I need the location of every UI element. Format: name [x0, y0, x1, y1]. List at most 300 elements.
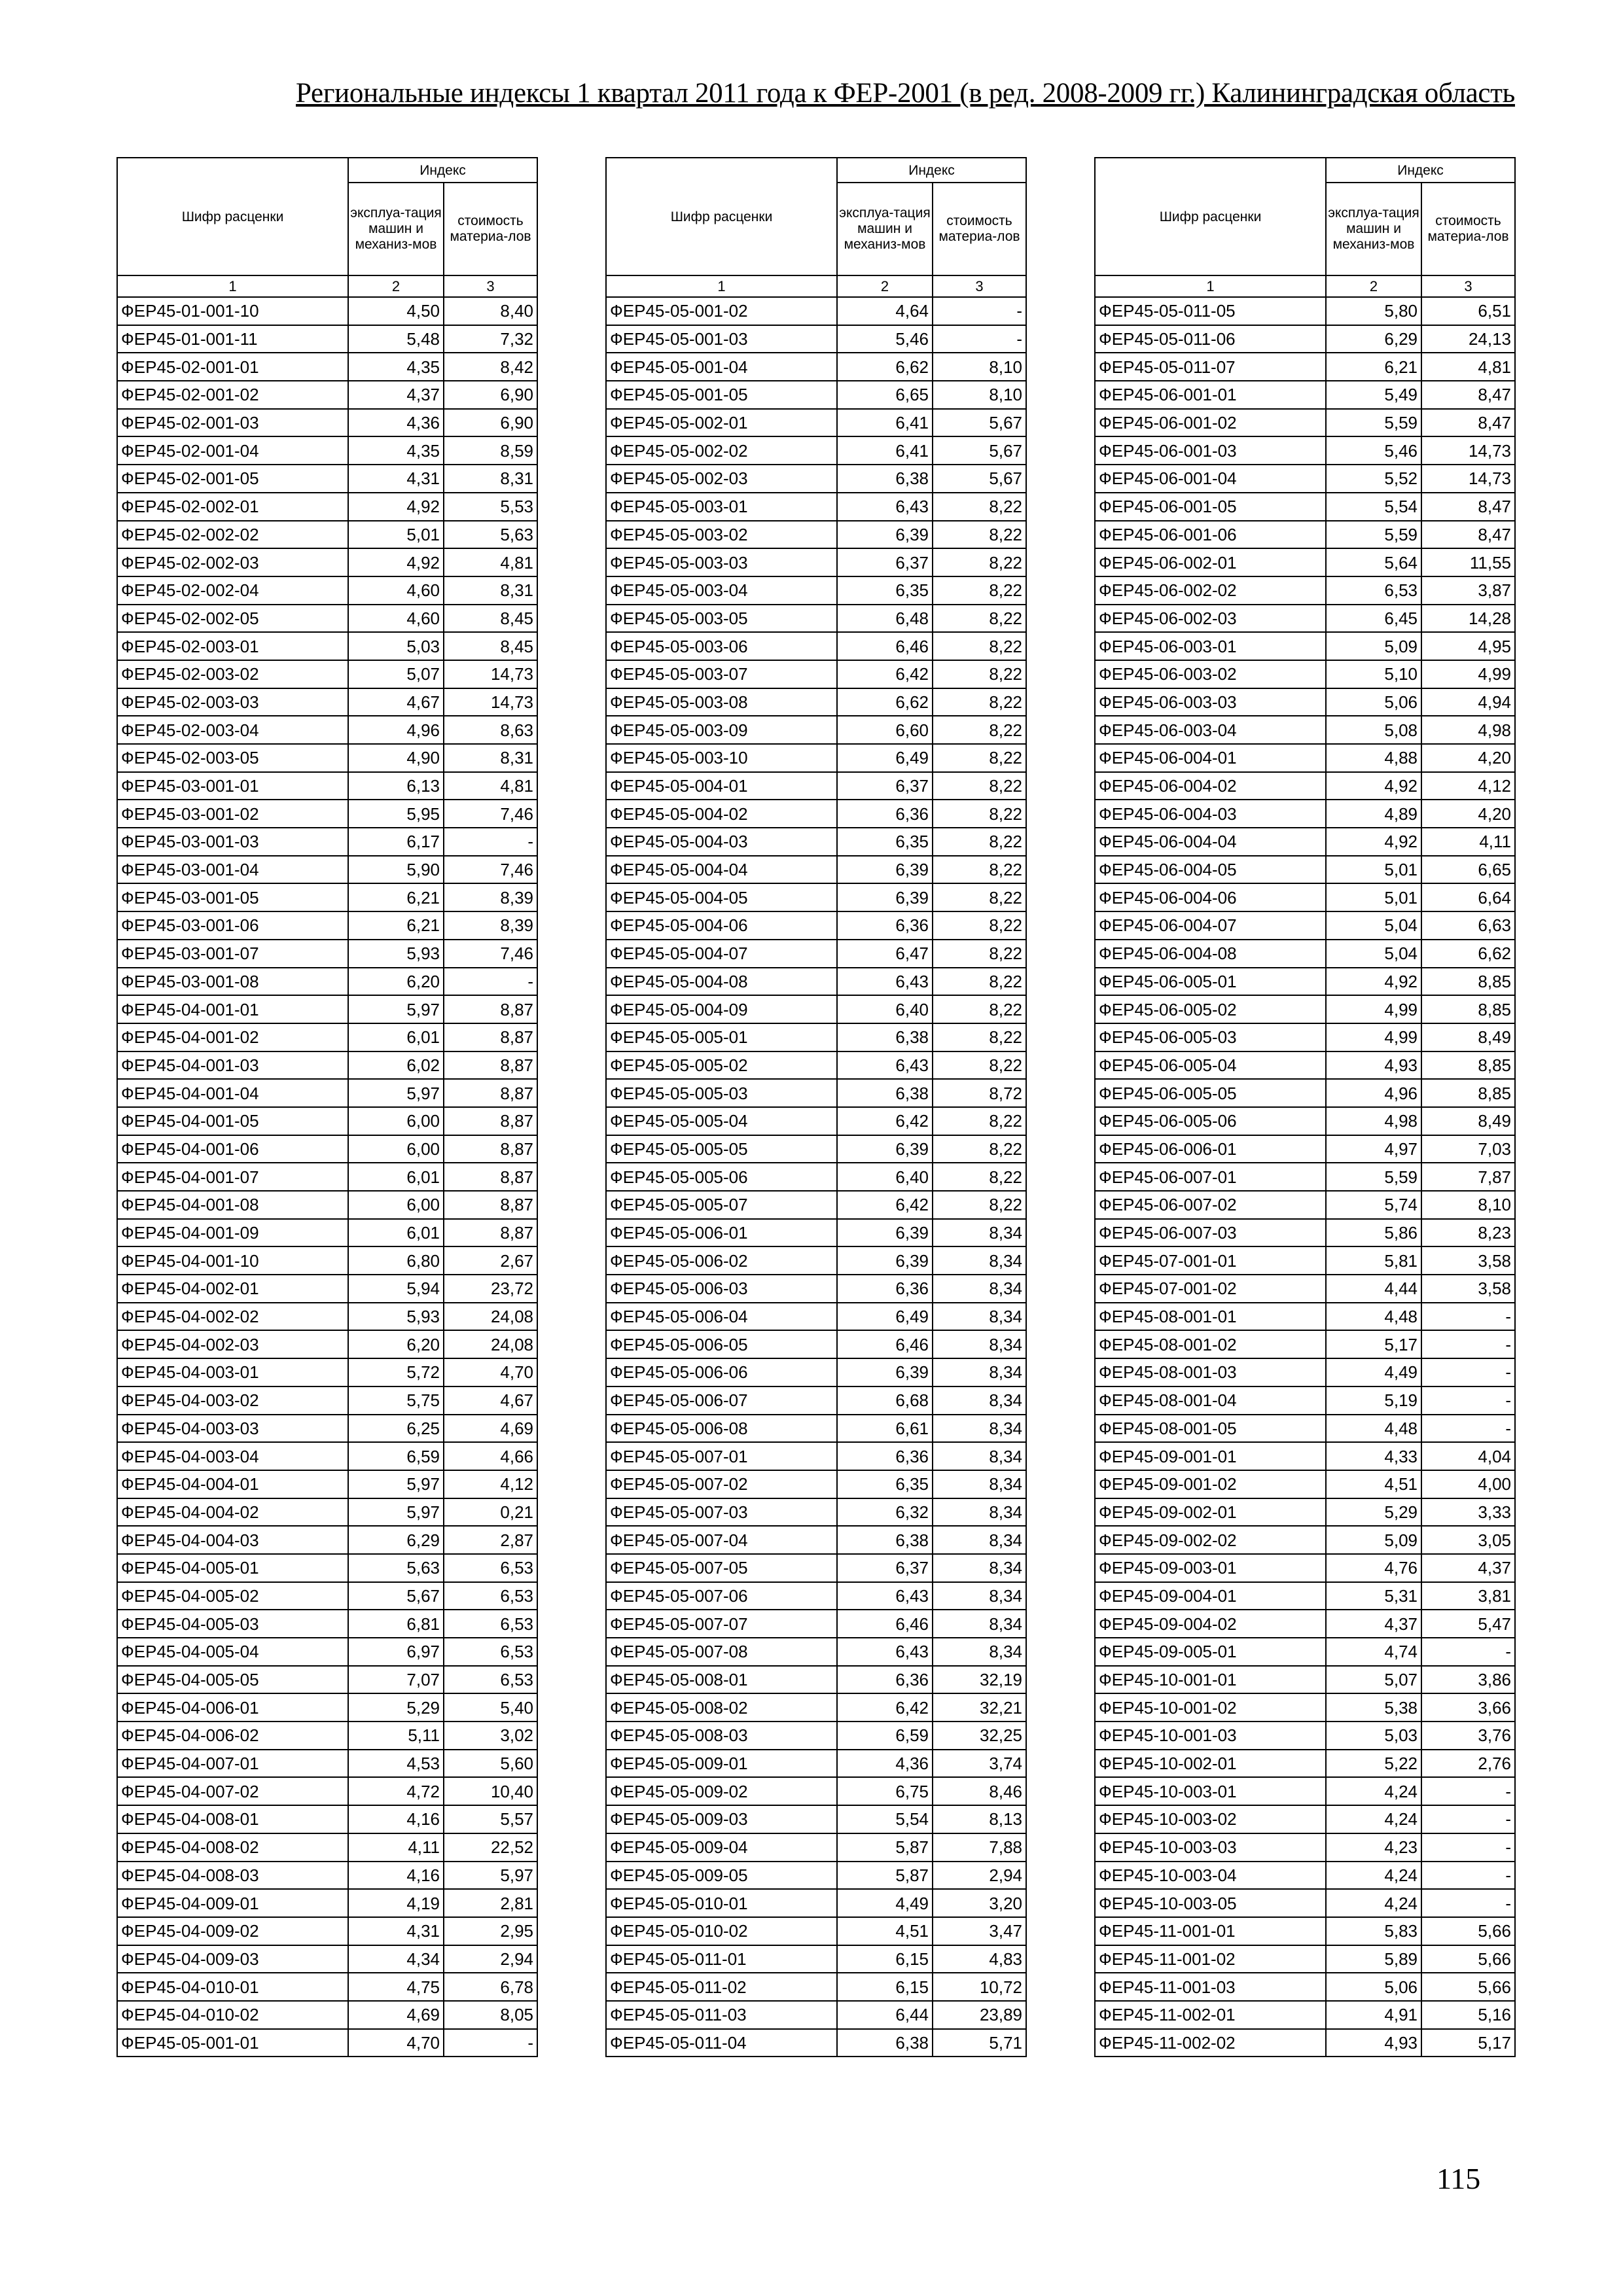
table-row — [606, 2001, 1026, 2029]
exploitation-index-cell: 5,81 — [1326, 1246, 1421, 1275]
rate-code-cell: ФЕР45-06-004-01 — [1095, 744, 1326, 772]
table-row — [1095, 1526, 1515, 1554]
materials-index-cell: 32,19 — [933, 1666, 1026, 1694]
materials-index-cell: 6,53 — [444, 1666, 537, 1694]
rate-code-cell: ФЕР45-03-001-02 — [117, 800, 348, 828]
table-row — [1095, 772, 1515, 800]
exploitation-index-cell: 6,59 — [348, 1442, 444, 1470]
rate-code-cell: ФЕР45-02-001-05 — [117, 465, 348, 493]
table-row — [606, 1219, 1026, 1247]
exploitation-index-cell: 6,49 — [837, 1303, 933, 1331]
materials-index-cell: 8,87 — [444, 1219, 537, 1247]
table-row — [606, 1945, 1026, 1973]
rate-code-cell: ФЕР45-04-010-01 — [117, 1973, 348, 2001]
table-row — [606, 1917, 1026, 1945]
exploitation-index-cell: 6,43 — [837, 968, 933, 996]
table-row — [606, 1023, 1026, 1051]
exploitation-index-cell: 6,46 — [837, 632, 933, 660]
exploitation-index-cell: 5,11 — [348, 1722, 444, 1750]
exploitation-index-cell: 6,47 — [837, 940, 933, 968]
rate-code-cell: ФЕР45-04-009-03 — [117, 1945, 348, 1973]
exploitation-index-cell: 4,35 — [348, 353, 444, 381]
rate-code-cell: ФЕР45-05-011-05 — [1095, 297, 1326, 325]
table-row — [1095, 1862, 1515, 1890]
exploitation-index-cell: 4,11 — [348, 1833, 444, 1862]
table-row — [1095, 1722, 1515, 1750]
rate-code-cell: ФЕР45-01-001-10 — [117, 297, 348, 325]
materials-index-cell: 8,13 — [933, 1805, 1026, 1833]
exploitation-index-cell: 4,51 — [837, 1917, 933, 1945]
rate-code-cell: ФЕР45-02-002-04 — [117, 576, 348, 605]
materials-index-cell: 4,00 — [1421, 1470, 1515, 1498]
index-table-1 — [116, 157, 538, 2057]
materials-index-cell: 8,39 — [444, 883, 537, 911]
materials-index-cell: 8,22 — [933, 800, 1026, 828]
materials-index-cell: 8,22 — [933, 828, 1026, 856]
table-row — [117, 1051, 537, 1080]
materials-index-cell: - — [444, 968, 537, 996]
rate-code-cell: ФЕР45-04-001-05 — [117, 1107, 348, 1135]
table-row — [117, 1554, 537, 1582]
rate-code-cell: ФЕР45-04-005-01 — [117, 1554, 348, 1582]
table-row — [117, 911, 537, 940]
table-row — [606, 1666, 1026, 1694]
table-row — [606, 660, 1026, 688]
rate-code-cell: ФЕР45-05-004-07 — [606, 940, 837, 968]
exploitation-index-cell: 4,16 — [348, 1862, 444, 1890]
table-row — [117, 2029, 537, 2057]
rate-code-cell: ФЕР45-06-003-01 — [1095, 632, 1326, 660]
materials-index-cell: 8,87 — [444, 995, 537, 1023]
materials-index-cell: 8,22 — [933, 1051, 1026, 1080]
exploitation-index-cell: 6,53 — [1326, 576, 1421, 605]
materials-index-cell: - — [1421, 1303, 1515, 1331]
index-table-3 — [1094, 157, 1516, 2057]
materials-index-cell: 4,81 — [444, 772, 537, 800]
materials-index-cell: 4,67 — [444, 1386, 537, 1415]
materials-index-cell: 6,53 — [444, 1554, 537, 1582]
rate-code-cell: ФЕР45-04-003-03 — [117, 1415, 348, 1443]
page-number: 115 — [1436, 2162, 1481, 2195]
exploitation-index-cell: 6,46 — [837, 1330, 933, 1358]
exploitation-index-cell: 5,22 — [1326, 1750, 1421, 1778]
materials-index-cell: 6,53 — [444, 1582, 537, 1610]
table-row — [1095, 1442, 1515, 1470]
materials-index-cell: 0,21 — [444, 1498, 537, 1527]
materials-index-cell: 8,22 — [933, 883, 1026, 911]
index-table-2 — [605, 157, 1027, 2057]
exploitation-index-cell: 4,16 — [348, 1805, 444, 1833]
exploitation-index-cell: 4,98 — [1326, 1107, 1421, 1135]
rate-code-cell: ФЕР45-05-008-02 — [606, 1693, 837, 1722]
materials-index-cell: 8,22 — [933, 772, 1026, 800]
exploitation-index-cell: 6,20 — [348, 1330, 444, 1358]
exploitation-index-cell: 4,76 — [1326, 1554, 1421, 1582]
exploitation-index-cell: 6,39 — [837, 521, 933, 549]
table-row — [117, 297, 537, 325]
rate-code-cell: ФЕР45-04-002-03 — [117, 1330, 348, 1358]
table-row — [606, 1498, 1026, 1527]
materials-index-cell: 8,22 — [933, 605, 1026, 633]
table-row — [117, 1722, 537, 1750]
rate-code-cell: ФЕР45-05-011-02 — [606, 1973, 837, 2001]
rate-code-cell: ФЕР45-04-005-02 — [117, 1582, 348, 1610]
rate-code-cell: ФЕР45-04-003-01 — [117, 1358, 348, 1386]
exploitation-index-cell: 5,80 — [1326, 297, 1421, 325]
exploitation-index-cell: 4,99 — [1326, 1023, 1421, 1051]
exploitation-index-cell: 4,24 — [1326, 1805, 1421, 1833]
exploitation-index-cell: 6,00 — [348, 1107, 444, 1135]
exploitation-index-cell: 5,19 — [1326, 1386, 1421, 1415]
rate-code-cell: ФЕР45-04-004-02 — [117, 1498, 348, 1527]
table-row — [606, 605, 1026, 633]
materials-index-cell: 8,49 — [1421, 1023, 1515, 1051]
materials-index-cell: 5,71 — [933, 2029, 1026, 2057]
exploitation-index-cell: 6,60 — [837, 716, 933, 744]
materials-index-cell: 7,03 — [1421, 1135, 1515, 1163]
table-row — [1095, 1750, 1515, 1778]
table-row — [117, 576, 537, 605]
materials-index-cell: 8,34 — [933, 1470, 1026, 1498]
table-row — [117, 1275, 537, 1303]
rate-code-cell: ФЕР45-06-001-03 — [1095, 436, 1326, 465]
exploitation-index-cell: 4,72 — [348, 1777, 444, 1805]
rate-code-cell: ФЕР45-05-009-01 — [606, 1750, 837, 1778]
table-row — [1095, 409, 1515, 437]
materials-index-cell: 8,34 — [933, 1526, 1026, 1554]
materials-index-cell: 2,94 — [933, 1862, 1026, 1890]
materials-index-cell: 3,58 — [1421, 1275, 1515, 1303]
exploitation-index-cell: 5,29 — [1326, 1498, 1421, 1527]
rate-code-cell: ФЕР45-02-003-03 — [117, 688, 348, 716]
rate-code-cell: ФЕР45-02-003-04 — [117, 716, 348, 744]
exploitation-index-cell: 4,99 — [1326, 995, 1421, 1023]
rate-code-cell: ФЕР45-05-005-02 — [606, 1051, 837, 1080]
table-row — [1095, 940, 1515, 968]
materials-index-cell: 3,47 — [933, 1917, 1026, 1945]
rate-code-cell: ФЕР45-10-001-02 — [1095, 1693, 1326, 1722]
materials-index-cell: 4,20 — [1421, 744, 1515, 772]
exploitation-index-cell: 5,07 — [348, 660, 444, 688]
exploitation-index-cell: 6,13 — [348, 772, 444, 800]
rate-code-cell: ФЕР45-06-005-02 — [1095, 995, 1326, 1023]
table-row — [606, 911, 1026, 940]
materials-index-cell: - — [1421, 1638, 1515, 1666]
materials-index-cell: 8,85 — [1421, 995, 1515, 1023]
rate-code-cell: ФЕР45-05-006-02 — [606, 1246, 837, 1275]
materials-index-cell: 14,73 — [444, 660, 537, 688]
header-code: Шифр расценки — [606, 158, 837, 275]
exploitation-index-cell: 4,88 — [1326, 744, 1421, 772]
exploitation-index-cell: 5,54 — [837, 1805, 933, 1833]
exploitation-index-cell: 5,48 — [348, 325, 444, 353]
exploitation-index-cell: 6,36 — [837, 1442, 933, 1470]
exploitation-index-cell: 6,49 — [837, 744, 933, 772]
table-row — [117, 856, 537, 884]
exploitation-index-cell: 5,89 — [1326, 1945, 1421, 1973]
table-row — [606, 1833, 1026, 1862]
table-row — [1095, 521, 1515, 549]
table-row — [606, 576, 1026, 605]
table-row — [606, 1303, 1026, 1331]
table-row — [1095, 1023, 1515, 1051]
materials-index-cell: 3,76 — [1421, 1722, 1515, 1750]
exploitation-index-cell: 4,31 — [348, 465, 444, 493]
exploitation-index-cell: 6,41 — [837, 409, 933, 437]
materials-index-cell: 5,17 — [1421, 2029, 1515, 2057]
exploitation-index-cell: 5,52 — [1326, 465, 1421, 493]
exploitation-index-cell: 5,38 — [1326, 1693, 1421, 1722]
rate-code-cell: ФЕР45-09-004-01 — [1095, 1582, 1326, 1610]
table-row — [1095, 800, 1515, 828]
table-row — [606, 1135, 1026, 1163]
table-row — [117, 828, 537, 856]
materials-index-cell: 3,02 — [444, 1722, 537, 1750]
exploitation-index-cell: 4,53 — [348, 1750, 444, 1778]
rate-code-cell: ФЕР45-04-007-01 — [117, 1750, 348, 1778]
rate-code-cell: ФЕР45-04-001-02 — [117, 1023, 348, 1051]
exploitation-index-cell: 5,01 — [1326, 856, 1421, 884]
table-row — [117, 1889, 537, 1917]
exploitation-index-cell: 6,40 — [837, 995, 933, 1023]
exploitation-index-cell: 6,01 — [348, 1023, 444, 1051]
table-row — [1095, 1219, 1515, 1247]
rate-code-cell: ФЕР45-05-006-01 — [606, 1219, 837, 1247]
rate-code-cell: ФЕР45-05-003-09 — [606, 716, 837, 744]
rate-code-cell: ФЕР45-06-001-04 — [1095, 465, 1326, 493]
exploitation-index-cell: 4,60 — [348, 576, 444, 605]
table-row — [117, 716, 537, 744]
materials-index-cell: 4,20 — [1421, 800, 1515, 828]
rate-code-cell: ФЕР45-05-007-05 — [606, 1554, 837, 1582]
table-row — [606, 1442, 1026, 1470]
materials-index-cell: 8,22 — [933, 940, 1026, 968]
materials-index-cell: 3,74 — [933, 1750, 1026, 1778]
materials-index-cell: 8,85 — [1421, 1051, 1515, 1080]
materials-index-cell: 8,22 — [933, 995, 1026, 1023]
materials-index-cell: 8,34 — [933, 1358, 1026, 1386]
materials-index-cell: 8,49 — [1421, 1107, 1515, 1135]
materials-index-cell: 6,53 — [444, 1638, 537, 1666]
rate-code-cell: ФЕР45-06-005-05 — [1095, 1079, 1326, 1107]
table-row — [606, 1889, 1026, 1917]
exploitation-index-cell: 5,97 — [348, 1498, 444, 1527]
exploitation-index-cell: 5,03 — [348, 632, 444, 660]
table-row — [117, 1442, 537, 1470]
exploitation-index-cell: 6,21 — [348, 883, 444, 911]
table-row — [606, 465, 1026, 493]
rate-code-cell: ФЕР45-04-007-02 — [117, 1777, 348, 1805]
exploitation-index-cell: 4,60 — [348, 605, 444, 633]
exploitation-index-cell: 5,46 — [1326, 436, 1421, 465]
rate-code-cell: ФЕР45-04-001-08 — [117, 1191, 348, 1219]
exploitation-index-cell: 6,43 — [837, 1638, 933, 1666]
materials-index-cell: 7,32 — [444, 325, 537, 353]
rate-code-cell: ФЕР45-10-001-01 — [1095, 1666, 1326, 1694]
table-row — [117, 1135, 537, 1163]
exploitation-index-cell: 6,43 — [837, 493, 933, 521]
exploitation-index-cell: 6,02 — [348, 1051, 444, 1080]
rate-code-cell: ФЕР45-06-001-05 — [1095, 493, 1326, 521]
exploitation-index-cell: 4,70 — [348, 2029, 444, 2057]
exploitation-index-cell: 4,92 — [1326, 828, 1421, 856]
materials-index-cell: 8,87 — [444, 1107, 537, 1135]
exploitation-index-cell: 5,87 — [837, 1862, 933, 1890]
table-row — [117, 744, 537, 772]
exploitation-index-cell: 6,39 — [837, 1246, 933, 1275]
table-row — [117, 800, 537, 828]
exploitation-index-cell: 6,39 — [837, 1358, 933, 1386]
rate-code-cell: ФЕР45-05-003-04 — [606, 576, 837, 605]
table-row — [606, 1777, 1026, 1805]
exploitation-index-cell: 4,35 — [348, 436, 444, 465]
materials-index-cell: 14,28 — [1421, 605, 1515, 633]
materials-index-cell: 8,22 — [933, 688, 1026, 716]
rate-code-cell: ФЕР45-03-001-01 — [117, 772, 348, 800]
rate-code-cell: ФЕР45-07-001-01 — [1095, 1246, 1326, 1275]
exploitation-index-cell: 5,67 — [348, 1582, 444, 1610]
table-row — [606, 1638, 1026, 1666]
rate-code-cell: ФЕР45-05-004-03 — [606, 828, 837, 856]
table-row — [1095, 1079, 1515, 1107]
table-row — [1095, 1386, 1515, 1415]
rate-code-cell: ФЕР45-11-002-01 — [1095, 2001, 1326, 2029]
header-materials: стоимость материа-лов — [444, 183, 537, 275]
rate-code-cell: ФЕР45-04-006-01 — [117, 1693, 348, 1722]
rate-code-cell: ФЕР45-06-004-02 — [1095, 772, 1326, 800]
exploitation-index-cell: 5,17 — [1326, 1330, 1421, 1358]
exploitation-index-cell: 6,35 — [837, 576, 933, 605]
table-row — [606, 297, 1026, 325]
exploitation-index-cell: 5,87 — [837, 1833, 933, 1862]
rate-code-cell: ФЕР45-05-005-01 — [606, 1023, 837, 1051]
table-row — [606, 409, 1026, 437]
materials-index-cell: 8,31 — [444, 465, 537, 493]
rate-code-cell: ФЕР45-05-010-02 — [606, 1917, 837, 1945]
exploitation-index-cell: 4,33 — [1326, 1442, 1421, 1470]
rate-code-cell: ФЕР45-06-005-06 — [1095, 1107, 1326, 1135]
rate-code-cell: ФЕР45-06-007-03 — [1095, 1219, 1326, 1247]
table-row — [117, 632, 537, 660]
rate-code-cell: ФЕР45-08-001-05 — [1095, 1415, 1326, 1443]
table-row — [606, 1330, 1026, 1358]
exploitation-index-cell: 4,96 — [348, 716, 444, 744]
materials-index-cell: 8,22 — [933, 716, 1026, 744]
rate-code-cell: ФЕР45-01-001-11 — [117, 325, 348, 353]
rate-code-cell: ФЕР45-06-004-05 — [1095, 856, 1326, 884]
table-row — [606, 1722, 1026, 1750]
exploitation-index-cell: 5,01 — [348, 521, 444, 549]
rate-code-cell: ФЕР45-09-005-01 — [1095, 1638, 1326, 1666]
rate-code-cell: ФЕР45-04-008-02 — [117, 1833, 348, 1862]
table-row — [1095, 436, 1515, 465]
rate-code-cell: ФЕР45-02-001-01 — [117, 353, 348, 381]
rate-code-cell: ФЕР45-02-003-01 — [117, 632, 348, 660]
table-row — [1095, 968, 1515, 996]
header-index: Индекс — [348, 158, 537, 183]
table-row — [1095, 2029, 1515, 2057]
materials-index-cell: 2,67 — [444, 1246, 537, 1275]
table-row — [1095, 1415, 1515, 1443]
table-row — [1095, 911, 1515, 940]
rate-code-cell: ФЕР45-04-003-02 — [117, 1386, 348, 1415]
exploitation-index-cell: 6,45 — [1326, 605, 1421, 633]
table-row — [1095, 1246, 1515, 1275]
rate-code-cell: ФЕР45-05-003-08 — [606, 688, 837, 716]
rate-code-cell: ФЕР45-05-002-02 — [606, 436, 837, 465]
materials-index-cell: 8,34 — [933, 1386, 1026, 1415]
materials-index-cell: - — [444, 2029, 537, 2057]
table-row — [117, 772, 537, 800]
table-row — [606, 1191, 1026, 1219]
table-row — [117, 1219, 537, 1247]
exploitation-index-cell: 4,92 — [1326, 772, 1421, 800]
materials-index-cell: 8,10 — [933, 381, 1026, 409]
table-row — [1095, 1498, 1515, 1527]
table-row — [606, 1554, 1026, 1582]
table-row — [1095, 1163, 1515, 1191]
exploitation-index-cell: 6,37 — [837, 548, 933, 576]
materials-index-cell: 4,04 — [1421, 1442, 1515, 1470]
materials-index-cell: 8,22 — [933, 968, 1026, 996]
exploitation-index-cell: 6,32 — [837, 1498, 933, 1527]
rate-code-cell: ФЕР45-05-004-06 — [606, 911, 837, 940]
rate-code-cell: ФЕР45-05-001-04 — [606, 353, 837, 381]
materials-index-cell: 5,40 — [444, 1693, 537, 1722]
rate-code-cell: ФЕР45-05-001-01 — [117, 2029, 348, 2057]
table-row — [1095, 716, 1515, 744]
table-row — [1095, 493, 1515, 521]
rate-code-cell: ФЕР45-05-002-03 — [606, 465, 837, 493]
table-row — [117, 660, 537, 688]
table-row — [1095, 744, 1515, 772]
exploitation-index-cell: 6,81 — [348, 1610, 444, 1638]
table-row — [1095, 605, 1515, 633]
rate-code-cell: ФЕР45-04-001-04 — [117, 1079, 348, 1107]
table-row — [606, 1163, 1026, 1191]
header-col-number: 2 — [348, 275, 444, 297]
table-row — [1095, 1554, 1515, 1582]
materials-index-cell: 4,69 — [444, 1415, 537, 1443]
exploitation-index-cell: 6,39 — [837, 1219, 933, 1247]
materials-index-cell: 7,87 — [1421, 1163, 1515, 1191]
rate-code-cell: ФЕР45-10-003-03 — [1095, 1833, 1326, 1862]
rate-code-cell: ФЕР45-09-004-02 — [1095, 1610, 1326, 1638]
materials-index-cell: 2,95 — [444, 1917, 537, 1945]
table-row — [1095, 828, 1515, 856]
exploitation-index-cell: 4,90 — [348, 744, 444, 772]
rate-code-cell: ФЕР45-05-007-04 — [606, 1526, 837, 1554]
header-col-number: 3 — [933, 275, 1026, 297]
exploitation-index-cell: 6,43 — [837, 1582, 933, 1610]
rate-code-cell: ФЕР45-04-001-09 — [117, 1219, 348, 1247]
table-row — [606, 1862, 1026, 1890]
table-row — [1095, 632, 1515, 660]
materials-index-cell: 8,42 — [444, 353, 537, 381]
materials-index-cell: 14,73 — [444, 688, 537, 716]
table-row — [117, 1833, 537, 1862]
rate-code-cell: ФЕР45-04-010-02 — [117, 2001, 348, 2029]
materials-index-cell: 4,12 — [1421, 772, 1515, 800]
materials-index-cell: 3,66 — [1421, 1693, 1515, 1722]
table-row — [117, 940, 537, 968]
materials-index-cell: 6,90 — [444, 381, 537, 409]
materials-index-cell: 5,16 — [1421, 2001, 1515, 2029]
rate-code-cell: ФЕР45-04-002-01 — [117, 1275, 348, 1303]
table-row — [606, 325, 1026, 353]
table-row — [1095, 1805, 1515, 1833]
materials-index-cell: 2,81 — [444, 1889, 537, 1917]
